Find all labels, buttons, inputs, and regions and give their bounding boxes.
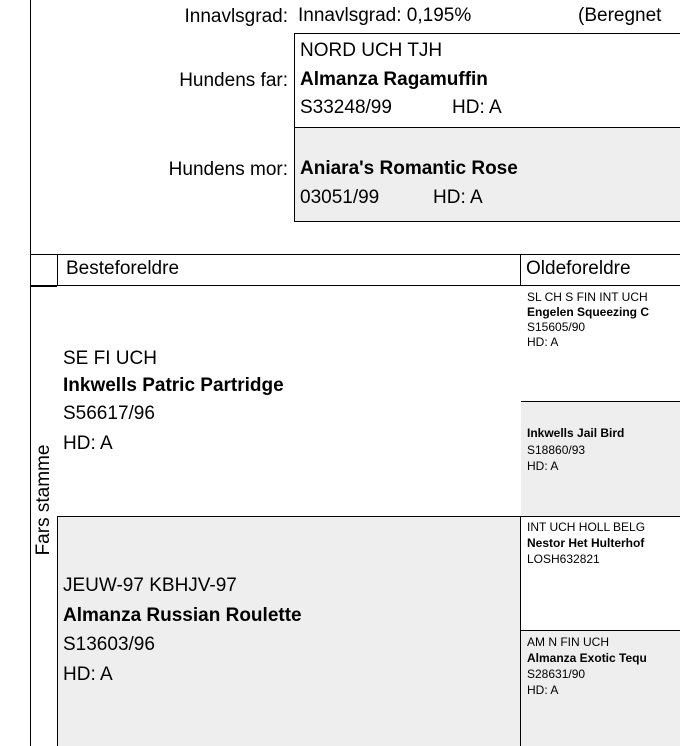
col-header-greatgrandparents: Oldeforeldre [526,258,631,279]
grandparent-1-reg: S56617/96 [63,403,155,424]
grandparent-2-titles: JEUW-97 KBHJV-97 [63,575,237,596]
greatgrandparent-4-reg: S28631/90 [527,667,586,681]
greatgrandparent-cell-2 [521,402,680,517]
sire-box [294,33,680,128]
greatgrandparent-cell-4 [521,631,680,746]
grandparent-cell-2 [58,517,520,746]
sire-name: Almanza Ragamuffin [300,69,488,90]
calculated-note: (Beregnet [578,5,662,26]
dam-box [294,127,680,222]
greatgrandparent-1-reg: S15605/90 [527,320,586,334]
dam-name: Aniara's Romantic Rose [300,158,518,179]
greatgrandparent-cell-1 [521,286,680,402]
col-header-grandparents: Besteforeldre [66,258,180,279]
greatgrandparent-3-titles: INT UCH HOLL BELG [527,520,646,534]
grandparent-2-hd: HD: A [63,664,113,685]
greatgrandparent-3-name: Nestor Het Hulterhof [527,536,645,550]
greatgrandparent-1-name: Engelen Squeezing C [527,305,650,319]
sire-label: Hundens far: [179,70,288,91]
greatgrandparent-2-hd: HD: A [527,459,559,473]
dam-label: Hundens mor: [168,159,288,180]
greatgrandparent-4-titles: AM N FIN UCH [527,635,609,649]
greatgrandparent-1-titles: SL CH S FIN INT UCH [527,290,648,304]
greatgrandparent-2-reg: S18860/93 [527,443,586,457]
greatgrandparent-3-reg: LOSH632821 [527,552,600,566]
grandparent-2-name: Almanza Russian Roulette [63,605,302,626]
greatgrandparent-2-name: Inkwells Jail Bird [527,426,625,440]
grandparent-1-hd: HD: A [63,433,113,454]
inbreeding-value: Innavlsgrad: 0,195% [298,5,472,26]
grandparent-cell-1 [57,286,521,517]
sire-hd: HD: A [452,97,502,118]
grandparent-2-reg: S13603/96 [63,634,155,655]
dam-hd: HD: A [433,187,483,208]
side-label: Fars stamme [33,444,54,556]
grandparent-1-name: Inkwells Patric Partridge [63,375,284,396]
greatgrandparent-1-hd: HD: A [527,335,559,349]
inbreeding-label: Innavlsgrad: [184,6,288,27]
dam-reg: 03051/99 [300,187,380,208]
sire-titles: NORD UCH TJH [300,40,443,61]
sire-reg: S33248/99 [300,97,392,118]
greatgrandparent-cell-3 [521,517,680,631]
greatgrandparent-4-hd: HD: A [527,683,559,697]
grandparent-1-titles: SE FI UCH [63,348,157,369]
greatgrandparent-4-name: Almanza Exotic Tequ [527,651,647,665]
